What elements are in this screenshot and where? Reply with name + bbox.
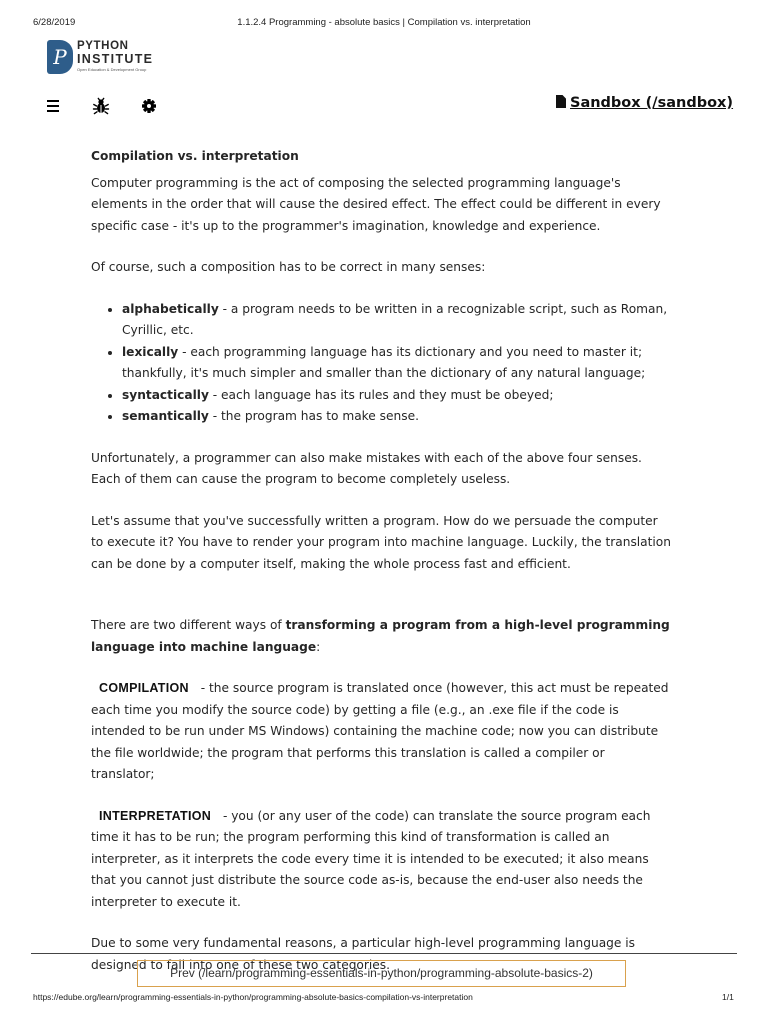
list-item bbox=[122, 299, 671, 342]
mistakes-paragraph: Unfortunately, a programmer can also make mistakes with each of the above four senses. Each of them can cause the program to become completely useless. bbox=[91, 450, 642, 486]
compilation-text: - the source program is translated once (however, this act must be repeated each time you modify the source code) by getting a file (e.g., an .exe file if the code is intended to be run under MS Windows) containing the machine code; now you can distribute the file worldwide; the program that performs this translation is called a compiler or translator; bbox=[91, 681, 669, 781]
two-ways-suffix: : bbox=[316, 639, 321, 654]
list-item bbox=[122, 342, 671, 385]
intro-paragraph: Computer programming is the act of composing the selected programming language's elements in the order that will cause the desired effect. The effect could be different in every specific case - it's up to the programmer's imagination, knowledge and experience. bbox=[91, 175, 661, 233]
sense-term: lexically bbox=[122, 344, 179, 359]
senses-list bbox=[91, 299, 671, 428]
two-ways-prefix: There are two different ways of bbox=[91, 618, 286, 632]
gear-icon[interactable] bbox=[140, 97, 158, 115]
print-header bbox=[0, 17, 768, 31]
divider bbox=[31, 953, 737, 954]
sandbox-link[interactable] bbox=[556, 95, 733, 111]
logo-name bbox=[77, 40, 153, 66]
interpretation-paragraph bbox=[91, 806, 671, 914]
sense-text: - a program needs to be written in a recognizable script, such as Roman, Cyrillic, etc. bbox=[122, 301, 668, 337]
sense-text: - the program has to make sense. bbox=[208, 409, 419, 423]
lesson-content bbox=[91, 146, 671, 976]
sense-term: syntactically bbox=[122, 387, 209, 402]
of-course-paragraph: Of course, such a composition has to be correct in many senses: bbox=[91, 260, 486, 274]
menu-icon[interactable] bbox=[45, 97, 63, 115]
sense-term: alphabetically bbox=[122, 301, 219, 316]
logo-mark: P bbox=[47, 40, 73, 74]
sense-text: - each language has its rules and they must be obeyed; bbox=[208, 387, 554, 402]
bug-icon[interactable] bbox=[92, 97, 110, 115]
prev-button[interactable]: Prev (/learn/programming-essentials-in-python/programming-absolute-basics-2) bbox=[137, 960, 626, 987]
lesson-title: Compilation vs. interpretation bbox=[91, 149, 299, 163]
compilation-term: COMPILATION bbox=[99, 681, 189, 695]
file-icon bbox=[556, 95, 566, 108]
list-item bbox=[122, 406, 671, 428]
fundamental-paragraph: Due to some very fundamental reasons, a particular high-level programming language is designed to fall into one of these two categories. bbox=[91, 936, 636, 972]
assume-paragraph: Let's assume that you've successfully written a program. How do we persuade the computer to execute it? You have to render your program into machine language. Luckily, the translation can be done by a computer itself, making the whole process fast and efficient. bbox=[91, 513, 671, 571]
sandbox-label: Sandbox (/sandbox) bbox=[570, 95, 734, 111]
print-date: 6/28/2019 bbox=[33, 17, 76, 28]
list-item bbox=[122, 385, 671, 407]
print-page-title: 1.1.2.4 Programming - absolute basics | Compilation vs. interpretation bbox=[237, 17, 531, 28]
logo-line-2: INSTITUTE bbox=[77, 52, 154, 66]
compilation-paragraph bbox=[91, 678, 671, 786]
sense-term: semantically bbox=[122, 409, 209, 423]
sense-text: - each programming language has its dictionary and you need to master it; thankfully, it's much simpler and smaller than the dictionary of any natural language; bbox=[122, 344, 646, 380]
print-page-number: 1/1 bbox=[722, 992, 734, 1002]
two-ways-emphasis: transforming a program from a high-level programming language into machine language bbox=[91, 618, 670, 654]
print-url: https://edube.org/learn/programming-essentials-in-python/programming-absolute-basics-compilation-vs-interpretation bbox=[33, 992, 473, 1002]
python-institute-logo[interactable] bbox=[47, 40, 177, 76]
interpretation-text: - you (or any user of the code) can translate the source program each time it has to be run; the program performing this kind of transformation is called an interpreter, as it interprets the code every time it is intended to be executed; it also means that you cannot just distribute the source code as-is, because the end-user also needs the interpreter to execute it. bbox=[91, 808, 651, 909]
logo-line-1: PYTHON bbox=[77, 40, 129, 52]
interpretation-term: INTERPRETATION bbox=[99, 808, 212, 823]
logo-tagline: Open Education & Development Group bbox=[77, 67, 147, 72]
two-ways-paragraph bbox=[91, 615, 671, 658]
